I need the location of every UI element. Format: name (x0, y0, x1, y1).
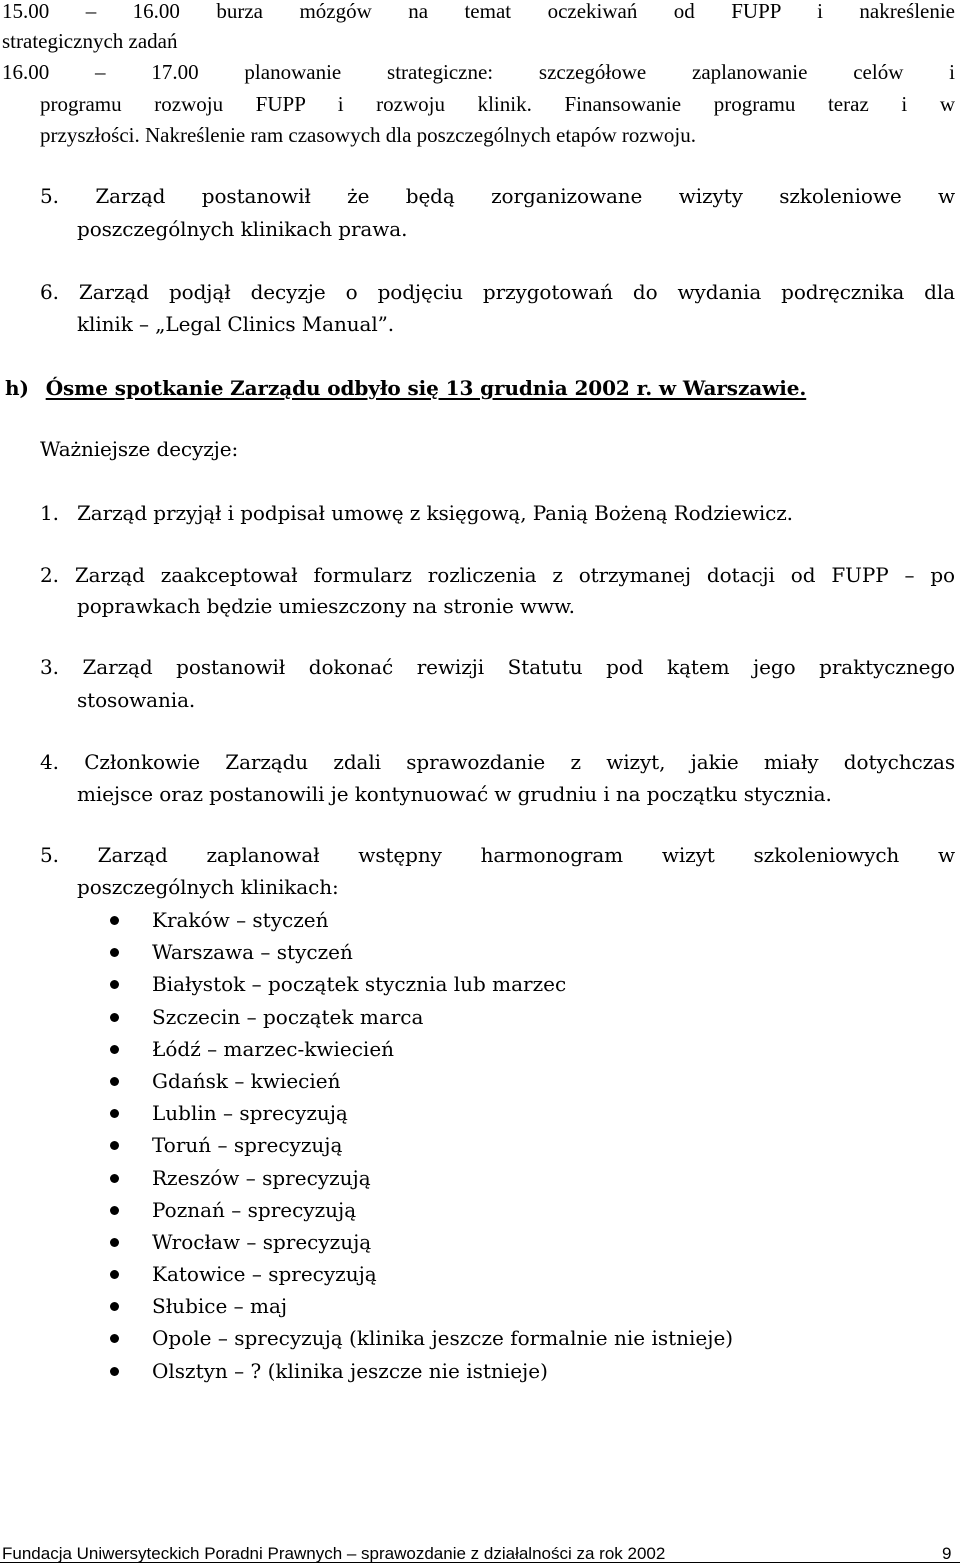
bullet-icon (110, 1334, 119, 1343)
section-h-title: Ósme spotkanie Zarządu odbyło się 13 grudnia 2002 r. w Warszawie. (45, 376, 807, 400)
prev-decision-6-line-2: klinik – „Legal Clinics Manual”. (77, 312, 395, 336)
agenda-item-1-time: 15.00 – 16.00 (2, 0, 180, 23)
decision-2-number: 2. (40, 563, 59, 587)
agenda-item-2-line-1 (2, 60, 955, 85)
list-item-text: Katowice – sprecyzują (152, 1262, 377, 1287)
bullet-icon (110, 1367, 119, 1376)
decision-1-number: 1. (40, 501, 59, 525)
decision-3-number: 3. (40, 655, 59, 679)
section-h-subheading: Ważniejsze decyzje: (40, 437, 239, 461)
decision-2-line-1 (40, 563, 955, 587)
decision-1 (40, 501, 793, 525)
list-item-text: Słubice – maj (152, 1294, 288, 1319)
list-item-text: Warszawa – styczeń (152, 940, 353, 965)
list-item-text: Lublin – sprecyzują (152, 1101, 348, 1126)
prev-decision-5-line-2: poszczególnych klinikach prawa. (77, 217, 408, 241)
prev-decision-6-line-1 (40, 280, 955, 304)
decision-4-line-1 (40, 750, 955, 774)
agenda-item-2-line-3: przyszłości. Nakreślenie ram czasowych dla poszczególnych etapów rozwoju. (40, 123, 696, 147)
decision-3-line-2: stosowania. (77, 688, 196, 712)
section-h-heading (5, 376, 806, 400)
decision-5-text: Zarząd zaplanował wstępny harmonogram wizyt szkoleniowych w (97, 843, 955, 867)
bullet-icon (110, 1013, 119, 1022)
list-item (110, 1290, 733, 1322)
list-item (110, 968, 733, 1000)
decision-5-line-1 (40, 843, 955, 867)
agenda-item-1-text: burza mózgów na temat oczekiwań od FUPP i nakreślenie (216, 0, 956, 23)
list-item-text: Białystok – początek stycznia lub marzec (152, 972, 567, 997)
list-item (110, 1355, 733, 1387)
page-number: 9 (942, 1544, 952, 1563)
list-item (110, 1065, 733, 1097)
list-item (110, 1097, 733, 1129)
bullet-icon (110, 1077, 119, 1086)
list-item-text: Opole – sprecyzują (klinika jeszcze formalnie nie istnieje) (152, 1326, 734, 1351)
list-item-text: Olsztyn – ? (klinika jeszcze nie istnieje) (152, 1358, 548, 1383)
prev-decision-6-text: Zarząd podjął decyzje o podjęciu przygotowań do wydania podręcznika dla (78, 280, 955, 304)
decision-3-text: Zarząd postanowił dokonać rewizji Statutu pod kątem jego praktycznego (82, 655, 955, 679)
list-item (110, 1194, 733, 1226)
decision-2-line-2: poprawkach będzie umieszczony na stronie www. (77, 594, 575, 618)
bullet-icon (110, 948, 119, 957)
list-item-text: Poznań – sprecyzują (152, 1197, 357, 1222)
list-item (110, 1129, 733, 1161)
bullet-icon (110, 980, 119, 989)
list-item (110, 1226, 733, 1258)
decision-2-text: Zarząd zaakceptował formularz rozliczenia z otrzymanej dotacji od FUPP – po (74, 563, 955, 587)
bullet-icon (110, 1302, 119, 1311)
list-item-text: Łódź – marzec-kwiecień (152, 1036, 395, 1061)
list-item (110, 1001, 733, 1033)
decision-4-text: Członkowie Zarządu zdali sprawozdanie z wizyt, jakie miały dotychczas (84, 750, 955, 774)
decision-1-text: Zarząd przyjął i podpisał umowę z księgową, Panią Bożeną Rodziewicz. (77, 501, 793, 525)
bullet-icon (110, 1141, 119, 1150)
bullet-icon (110, 1238, 119, 1247)
prev-decision-5-text: Zarząd postanowił że będą zorganizowane wizyty szkoleniowe w (95, 184, 955, 208)
agenda-item-2-line-2: programu rozwoju FUPP i rozwoju klinik. Finansowanie programu teraz i w (40, 92, 955, 116)
decision-5-number: 5. (40, 843, 59, 867)
bullet-icon (110, 1109, 119, 1118)
bullet-icon (110, 1045, 119, 1054)
agenda-item-1-line-1 (2, 0, 955, 24)
list-item (110, 904, 733, 936)
list-item (110, 1033, 733, 1065)
list-item-text: Szczecin – początek marca (152, 1004, 424, 1029)
bullet-icon (110, 916, 119, 925)
bullet-icon (110, 1270, 119, 1279)
decision-4-line-2: miejsce oraz postanowili je kontynuować w grudniu i na początku stycznia. (77, 782, 832, 806)
agenda-item-2-text: planowanie strategiczne: szczegółowe zaplanowanie celów i (244, 60, 956, 84)
list-item (110, 1162, 733, 1194)
list-item-text: Wrocław – sprecyzują (152, 1229, 372, 1254)
agenda-item-1-line-2: strategicznych zadań (2, 29, 178, 53)
decision-4-number: 4. (40, 750, 59, 774)
list-item-text: Gdańsk – kwiecień (152, 1068, 341, 1093)
prev-decision-5-line-1 (40, 184, 955, 208)
list-item-text: Rzeszów – sprecyzują (152, 1165, 371, 1190)
list-item (110, 1322, 733, 1354)
list-item (110, 936, 733, 968)
visit-schedule-list (110, 904, 733, 1387)
decision-3-line-1 (40, 655, 955, 679)
decision-5-line-2: poszczególnych klinikach: (77, 875, 339, 899)
list-item-text: Kraków – styczeń (152, 908, 329, 932)
list-item (110, 1258, 733, 1290)
section-h-marker: h) (5, 376, 29, 400)
agenda-item-2-time: 16.00 – 17.00 (2, 60, 199, 84)
list-item-text: Toruń – sprecyzują (152, 1133, 343, 1158)
footer-text: Fundacja Uniwersyteckich Poradni Prawnych – sprawozdanie z działalności za rok 2002 (2, 1544, 666, 1563)
bullet-icon (110, 1174, 119, 1183)
prev-decision-5-number: 5. (40, 184, 59, 208)
prev-decision-6-number: 6. (40, 280, 59, 304)
bullet-icon (110, 1206, 119, 1215)
